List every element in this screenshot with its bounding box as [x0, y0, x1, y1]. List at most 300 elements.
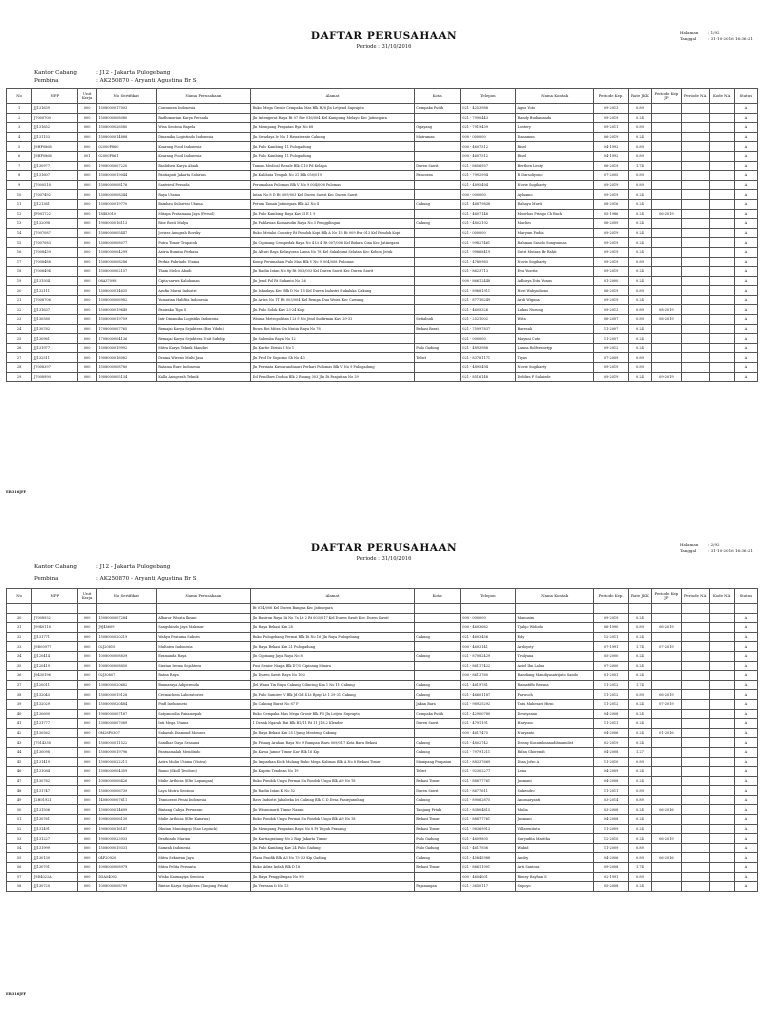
column-header-unit-kerja: Unit Kerja	[78, 89, 96, 104]
cell-kota	[414, 257, 460, 267]
cell-no: 25	[7, 334, 32, 344]
cell-empty	[594, 604, 629, 614]
cell-no: 36	[7, 671, 32, 681]
cell-kota	[414, 190, 460, 200]
cell-nama-kontak: Sukendro	[516, 786, 594, 796]
cell-nama-kontak: Agus Yoto	[516, 104, 594, 114]
cell-status: A	[734, 123, 757, 133]
cell-rate-jkk: 0.24	[628, 728, 651, 738]
cell-periode-na	[681, 353, 709, 363]
cell-status: A	[734, 719, 757, 729]
cell-nama-kontak: Parwoch	[516, 690, 594, 700]
cell-nama-perusahaan: Laya Mutra Sentosa	[156, 786, 250, 796]
cell-status: A	[734, 190, 757, 200]
cell-nama-kontak: Andry	[516, 853, 594, 863]
cell-npp: J7008706	[32, 295, 78, 305]
cell-periode-na	[681, 324, 709, 334]
cell-rate-jkk: 0.24	[628, 699, 651, 709]
cell-kode-na	[709, 209, 734, 219]
cell-periode-kep: 06-2019	[594, 132, 629, 142]
cell-alamat: Jln Pulo Sumirer V Blk Jd Gd 4 Lt Rpsp Lt 1 29-31 Cakung	[251, 690, 415, 700]
cell-alamat: Jln Swadaya Iv No 1 Rawaterate Cakung	[251, 132, 415, 142]
cell-npp: J7014338	[32, 738, 78, 748]
cell-empty	[78, 604, 96, 614]
cell-no-sertifikat: 18483010	[96, 209, 156, 219]
cell-periode-kep-jp	[651, 132, 681, 142]
cell-empty	[734, 604, 757, 614]
cell-empty	[32, 604, 78, 614]
cell-periode-kep-jp	[651, 767, 681, 777]
cell-no: 48	[7, 786, 32, 796]
cell-nama-perusahaan: Buanaraya Adiperenda	[156, 680, 250, 690]
cell-no-sertifikat: 1508000020219	[96, 632, 156, 642]
cell-kota: Cakung	[414, 853, 460, 863]
cell-no: 43	[7, 738, 32, 748]
cell-no-sertifikat: 1508000008080	[96, 113, 156, 123]
cell-periode-na	[681, 795, 709, 805]
cell-status: A	[734, 151, 757, 161]
cell-telepon: 021 - 88877761	[460, 815, 515, 825]
cell-periode-kep: 04-1992	[594, 142, 629, 152]
cell-no: 13	[7, 219, 32, 229]
cell-no-sertifikat: 1908000005134	[96, 372, 156, 382]
cell-no-sertifikat: 1508000004359	[96, 767, 156, 777]
cell-unit-kerja: 000	[78, 747, 96, 757]
cell-npp: JJ131934	[32, 276, 78, 286]
cell-npp: J9940118	[32, 623, 78, 633]
cell-rate-jkk: 0.24	[628, 267, 651, 277]
cell-alamat: Jln Radin Intan No 8p Rt 003/003 Kel Duren Sawit Kec Duren Sawit	[251, 267, 415, 277]
cell-rate-jkk: 1.74	[628, 161, 651, 171]
column-header-periode-kep-jp: Periode Kep JP	[651, 89, 681, 104]
cell-telepon: 000 - 4604001	[460, 872, 515, 882]
cell-nama-kontak: Sutri Mutara Br Bahti	[516, 247, 594, 257]
cell-nama-perusahaan: Pantuamalah Mendindo	[156, 747, 250, 757]
column-header-unit-kerja: Unit Kerja	[78, 589, 96, 604]
cell-npp: JJ131637	[32, 305, 78, 315]
cell-alamat: Dd Pendhuw Dodua Blk 2 Ruang 303 Jln Di Panjaitan No 29	[251, 372, 415, 382]
cell-telepon: 021 - 8656957	[460, 161, 515, 171]
cell-nama-kontak: Marlies	[516, 219, 594, 229]
cell-rate-jkk: 0.24	[628, 661, 651, 671]
cell-nama-kontak: Bertlien Lenty	[516, 161, 594, 171]
cell-status: A	[734, 757, 757, 767]
table-row	[7, 786, 758, 796]
cell-kode-na	[709, 142, 734, 152]
cell-rate-jkk: 0.89	[628, 786, 651, 796]
cell-kota: Cakung	[414, 632, 460, 642]
table-row	[7, 843, 758, 853]
cell-kode-na	[709, 680, 734, 690]
cell-periode-na	[681, 776, 709, 786]
cell-periode-na	[681, 180, 709, 190]
cell-npp: J7008494	[32, 267, 78, 277]
cell-telepon: 021 - 8516148	[460, 372, 515, 382]
cell-unit-kerja: 000	[78, 786, 96, 796]
cell-periode-kep: 04-2006	[594, 853, 629, 863]
cell-no-sertifikat: 1408000007611	[96, 795, 156, 805]
cell-no-sertifikat: 1508000014635	[96, 286, 156, 296]
cell-periode-na	[681, 863, 709, 873]
cell-kota: Bekasi Timur	[414, 815, 460, 825]
table-header-row	[7, 89, 758, 104]
cell-alamat: Jln Pulo Kambing Raya Kav II E 1 9	[251, 209, 415, 219]
cell-unit-kerja: 000	[78, 882, 96, 892]
table-row	[7, 834, 758, 844]
cell-nama-kontak: Novie Sugiharty	[516, 363, 594, 373]
cell-npp: JJ131607	[32, 171, 78, 181]
cell-periode-kep-jp	[651, 613, 681, 623]
cell-nama-perusahaan: Radhimurian Karya Persada	[156, 113, 250, 123]
cell-periode-na	[681, 661, 709, 671]
cell-status: A	[734, 651, 757, 661]
cell-kode-na	[709, 190, 734, 200]
column-header-nama-kontak: Nama Kontak	[516, 589, 594, 604]
cell-telepon: 021 - 83781171	[460, 353, 515, 363]
cell-npp: J9D00977	[32, 642, 78, 652]
cell-periode-na	[681, 171, 709, 181]
cell-kode-na	[709, 853, 734, 863]
cell-periode-kep-jp: 06-2019	[651, 690, 681, 700]
cell-rate-jkk: 0.89	[628, 872, 651, 882]
cell-kota: Pancoran	[414, 171, 460, 181]
cell-npp: J2H01921	[32, 795, 78, 805]
cell-periode-kep-jp	[651, 709, 681, 719]
cell-status: A	[734, 815, 757, 825]
cell-status: A	[734, 113, 757, 123]
cell-telepon: 021 - 83804815	[460, 805, 515, 815]
cell-periode-na	[681, 132, 709, 142]
cell-alamat: Jln Permata Kawarandnauri Perkari Pulomas Blk V No 9 Pulogadung	[251, 363, 415, 373]
cell-kota	[414, 228, 460, 238]
cell-status: A	[734, 613, 757, 623]
cell-no-sertifikat: 08A37098	[96, 276, 156, 286]
cell-kota	[414, 247, 460, 257]
cell-no: 54	[7, 843, 32, 853]
cell-unit-kerja: 000	[78, 805, 96, 815]
cell-telepon: 021 - 4802742	[460, 738, 515, 748]
cell-nama-kontak: Jasmani	[516, 815, 594, 825]
cell-periode-kep-jp: 06-2019	[651, 834, 681, 844]
cell-no: 21	[7, 295, 32, 305]
cell-rate-jkk: 0.24	[628, 334, 651, 344]
cell-no: 27	[7, 353, 32, 363]
cell-periode-kep: 07-2005	[594, 171, 629, 181]
cell-periode-kep-jp	[651, 113, 681, 123]
cell-unit-kerja: 000	[78, 334, 96, 344]
cell-periode-kep: 11-2010	[594, 757, 629, 767]
halaman-value: : 2/92	[708, 542, 720, 547]
column-header-npp: NPP	[32, 589, 78, 604]
cell-periode-na	[681, 719, 709, 729]
cell-nama-perusahaan: Pantiapati Jakarta Solarius	[156, 171, 250, 181]
cell-periode-kep-jp	[651, 671, 681, 681]
table-row	[7, 209, 758, 219]
cell-no-sertifikat: 1508000008344	[96, 190, 156, 200]
column-header-status: Status	[734, 589, 757, 604]
cell-npp: JJ130961	[32, 334, 78, 344]
pembina	[34, 576, 197, 582]
cell-kode-na	[709, 353, 734, 363]
cell-periode-kep-jp	[651, 651, 681, 661]
cell-unit-kerja: 000	[78, 132, 96, 142]
cell-nama-perusahaan: Mitra Sekawan Jaya	[156, 853, 250, 863]
cell-unit-kerja: 000	[78, 767, 96, 777]
cell-rate-jkk: 0.24	[628, 671, 651, 681]
cell-status: A	[734, 324, 757, 334]
cell-telepon: 021 - 4893988	[460, 343, 515, 353]
cell-telepon: 000 - 000000	[460, 132, 515, 142]
cell-no: 45	[7, 757, 32, 767]
cell-periode-na	[681, 247, 709, 257]
cell-npp: J9HP0868	[32, 151, 78, 161]
cell-nama-kontak: Risel	[516, 142, 594, 152]
cell-alamat: Jln Mempang Prapatan Rya No 68	[251, 123, 415, 133]
cell-nama-kontak: Suryadita Maritha	[516, 834, 594, 844]
cell-status: A	[734, 795, 757, 805]
cell-no-sertifikat: 1508000011522	[96, 738, 156, 748]
cell-periode-na	[681, 142, 709, 152]
cell-no-sertifikat: 1008000008850	[96, 661, 156, 671]
cell-nama-kontak: Randiang Mandiyasatrijato Sando	[516, 671, 594, 681]
cell-no-sertifikat: 1508000007284	[96, 613, 156, 623]
cell-nama-kontak: Mayuni Cute	[516, 334, 594, 344]
cell-alamat: Jln Mempang Prapatan Raya No 8 Pt Teguh Prasang	[251, 824, 415, 834]
cell-status: A	[734, 853, 757, 863]
cell-kota: Matraman	[414, 132, 460, 142]
cell-telepon: 021 - 88877761	[460, 776, 515, 786]
cell-status: A	[734, 632, 757, 642]
cell-rate-jkk: 0.24	[628, 767, 651, 777]
cell-periode-kep-jp	[651, 334, 681, 344]
cell-rate-jkk: 1.27	[628, 747, 651, 757]
cell-alamat: Ruko Pulogebang Permai Blk Di No 16 Jln Raya Pulogebang	[251, 632, 415, 642]
cell-kode-na	[709, 671, 734, 681]
cell-unit-kerja: 000	[78, 363, 96, 373]
cell-no-sertifikat: 1508000008286	[96, 257, 156, 267]
cell-periode-na	[681, 690, 709, 700]
column-header-telepon: Telepon	[460, 89, 515, 104]
cell-periode-kep: 04-2006	[594, 728, 629, 738]
cell-periode-kep-jp: 08-2019	[651, 315, 681, 325]
cell-periode-na	[681, 363, 709, 373]
cell-unit-kerja: 000	[78, 267, 96, 277]
cell-no: 35	[7, 661, 32, 671]
cell-npp: JJ130562	[32, 728, 78, 738]
cell-nama-perusahaan: Mulie Arthicia (Elte Lapangan)	[156, 776, 250, 786]
table-row	[7, 238, 758, 248]
cell-alamat: Jln Pulo Kambing Kav 24 Pulo Gadung	[251, 843, 415, 853]
report-page-2	[0, 512, 768, 1012]
cell-periode-kep: 12-2011	[594, 632, 629, 642]
cell-npp: JJ131153	[32, 132, 78, 142]
cell-kota	[414, 372, 460, 382]
cell-telepon: 021 - 4605326	[460, 305, 515, 315]
cell-periode-na	[681, 757, 709, 767]
table-row	[7, 661, 758, 671]
cell-periode-kep-jp	[651, 661, 681, 671]
cell-nama-kontak: Anomaryanti	[516, 795, 594, 805]
cell-periode-kep-jp: 07-2019	[651, 642, 681, 652]
cell-rate-jkk: 1.74	[628, 863, 651, 873]
cell-kode-na	[709, 247, 734, 257]
cell-nama-kontak: Aylaamo	[516, 190, 594, 200]
cell-npp: JJ131777	[32, 719, 78, 729]
cell-status: A	[734, 623, 757, 633]
cell-kode-na	[709, 882, 734, 892]
tanggal-value: : 31-10-2016 16:36:21	[708, 548, 753, 553]
cell-periode-kep-jp: 06-2019	[651, 209, 681, 219]
cell-periode-kep: 07-1991	[594, 642, 629, 652]
cell-rate-jkk: 0.24	[628, 209, 651, 219]
cell-npp: JJ130720	[32, 882, 78, 892]
table-row	[7, 228, 758, 238]
cell-periode-kep: 09-2019	[594, 247, 629, 257]
cell-no: 55	[7, 853, 32, 863]
cell-kode-na	[709, 151, 734, 161]
cell-periode-kep: 09-2011	[594, 123, 629, 133]
table-row	[7, 815, 758, 825]
cell-no: 52	[7, 824, 32, 834]
cell-kode-na	[709, 661, 734, 671]
table-row	[7, 613, 758, 623]
cell-nama-perusahaan: Paniraka Tiga S	[156, 305, 250, 315]
period-label: Periode : 31/10/2016	[356, 44, 412, 50]
cell-nama-perusahaan: Inti Mega Utama	[156, 719, 250, 729]
cell-periode-kep-jp	[651, 276, 681, 286]
cell-status: A	[734, 834, 757, 844]
cell-periode-na	[681, 843, 709, 853]
cell-no-sertifikat: 1508000008176	[96, 180, 156, 190]
cell-periode-kep-jp	[651, 228, 681, 238]
cell-status: A	[734, 872, 757, 882]
table-row	[7, 132, 758, 142]
cell-status: A	[734, 728, 757, 738]
cell-alamat: Jln Jend Pol Rt Sukanto No 26	[251, 276, 415, 286]
cell-nama-perusahaan: Ranni (Skoll Teodoro)	[156, 767, 250, 777]
cell-nama-kontak: Nuryanto	[516, 728, 594, 738]
kantor-value: : J12 - Jakarta Pulogebang	[96, 564, 171, 570]
column-header-kode-na: Kode NA	[709, 589, 734, 604]
cell-telepon: 021 - 89681911	[460, 286, 515, 296]
cell-no-sertifikat: 1908000023933	[96, 834, 156, 844]
cell-periode-na	[681, 276, 709, 286]
cell-status: A	[734, 642, 757, 652]
cell-kota: Cakung	[414, 199, 460, 209]
cell-nama-perusahaan: Sandhar Daya Sesauna	[156, 738, 250, 748]
cell-rate-jkk: 0.24	[628, 824, 651, 834]
cell-kode-na	[709, 199, 734, 209]
cell-no: 18	[7, 267, 32, 277]
cell-rate-jkk: 0.24	[628, 343, 651, 353]
cell-no-sertifikat: 1508000019044	[96, 171, 156, 181]
cell-alamat: Jln Imparkan Kick Mulang Ruko Mega Kalimas Blk A No 8 Bekasi Timur	[251, 757, 415, 767]
cell-rate-jkk: 0.24	[628, 132, 651, 142]
cell-no-sertifikat: 1508000008780	[96, 363, 156, 373]
tanggal-value: : 31-10-2016 16:36:21	[708, 36, 753, 41]
cell-alamat: Jln Alturi Raya Kebayoran Lama No 78 Kel Sukabumi Selatan Kec Kebon Jeruk	[251, 247, 415, 257]
table-row	[7, 805, 758, 815]
cell-kota	[414, 295, 460, 305]
cell-periode-na	[681, 228, 709, 238]
column-header-kode-na: Kode NA	[709, 89, 734, 104]
cell-no-sertifikat: 1508000026580	[96, 123, 156, 133]
cell-telepon: 021 - 87082429	[460, 651, 515, 661]
cell-alamat: Jln Cipinang Cempedak Raya No 4 Lt 4 Rt 007/006 Kel Bidara Cina Kec Jatinegara	[251, 238, 415, 248]
cell-status: A	[734, 276, 757, 286]
cell-no-sertifikat: 1508000005447	[96, 228, 156, 238]
column-header-periode-kep-jp: Periode Kep JP	[651, 589, 681, 604]
cell-unit-kerja: 000	[78, 757, 96, 767]
cell-periode-na	[681, 623, 709, 633]
cell-nama-perusahaan: Joviras Anugrah Rovsky	[156, 228, 250, 238]
cell-telepon: 021 - 4603456	[460, 632, 515, 642]
table-row	[7, 738, 758, 748]
cell-kode-na	[709, 843, 734, 853]
cell-periode-na	[681, 113, 709, 123]
cell-rate-jkk: 0.24	[628, 372, 651, 382]
cell-kode-na	[709, 161, 734, 171]
cell-unit-kerja: 000	[78, 171, 96, 181]
kantor-value: : J12 - Jakarta Pulogebang	[96, 70, 171, 76]
cell-npp: JJ130701	[32, 863, 78, 873]
cell-nama-kontak: Arti Santosa	[516, 863, 594, 873]
table-row	[7, 171, 758, 181]
column-header-nama-kontak: Nama Kontak	[516, 89, 594, 104]
cell-alamat: Ruko Cempaka Mas Mega Grosir Blk F5 Jln Letjen Suprapto	[251, 709, 415, 719]
pembina-value: : AK250870 - Aryanti Agustina Br S	[96, 576, 197, 582]
cell-nama-kontak: Eva Yusrita	[516, 267, 594, 277]
table-row	[7, 699, 758, 709]
cell-status: A	[734, 161, 757, 171]
cell-periode-na	[681, 123, 709, 133]
cell-periode-kep: 09-2019	[594, 257, 629, 267]
cell-alamat: Jln Intengerat Raya Rt 07 Rw 016/004 Kel Kampung Melayu Kec Jatinegara	[251, 113, 415, 123]
cell-no-sertifikat: 02000P860	[96, 142, 156, 152]
cell-no: 28	[7, 363, 32, 373]
cell-unit-kerja: 000	[78, 795, 96, 805]
cell-periode-na	[681, 209, 709, 219]
cell-rate-jkk: 0.89	[628, 257, 651, 267]
cell-kota: Bekasi Timur	[414, 824, 460, 834]
cell-kota: Tanjung Priuk	[414, 805, 460, 815]
cell-nama-perusahaan: Siratan Irema Sejahtera	[156, 661, 250, 671]
table-row	[7, 671, 758, 681]
cell-status: A	[734, 104, 757, 114]
cell-nama-perusahaan: Drama Wireno Multi Jasa	[156, 353, 250, 363]
cell-periode-kep-jp	[651, 815, 681, 825]
cell-nama-perusahaan: Dinamika Logistindo Indonesia	[156, 132, 250, 142]
cell-rate-jkk: 1.74	[628, 680, 651, 690]
cell-nama-perusahaan: Santriesf Persada	[156, 180, 250, 190]
cell-nama-perusahaan: Rise Resti Mulya	[156, 219, 250, 229]
cell-no: 47	[7, 776, 32, 786]
cell-periode-kep-jp	[651, 795, 681, 805]
cell-periode-kep-jp	[651, 142, 681, 152]
cell-no: 23	[7, 315, 32, 325]
cell-status: A	[734, 699, 757, 709]
cell-no: 41	[7, 719, 32, 729]
cell-periode-kep: 05-1986	[594, 209, 629, 219]
cell-periode-na	[681, 767, 709, 777]
cell-alamat: Wisma Metropolitan I Lt 9 No Jend Sudirman Kav 29-31	[251, 315, 415, 325]
cell-alamat: Jln Cakung Barat No 87 P	[251, 699, 415, 709]
cell-kota: Ogayang	[414, 123, 460, 133]
cell-status: A	[734, 132, 757, 142]
table-header-row	[7, 589, 758, 604]
cell-periode-kep: 04-2008	[594, 747, 629, 757]
cell-periode-kep: 06-2009	[594, 219, 629, 229]
